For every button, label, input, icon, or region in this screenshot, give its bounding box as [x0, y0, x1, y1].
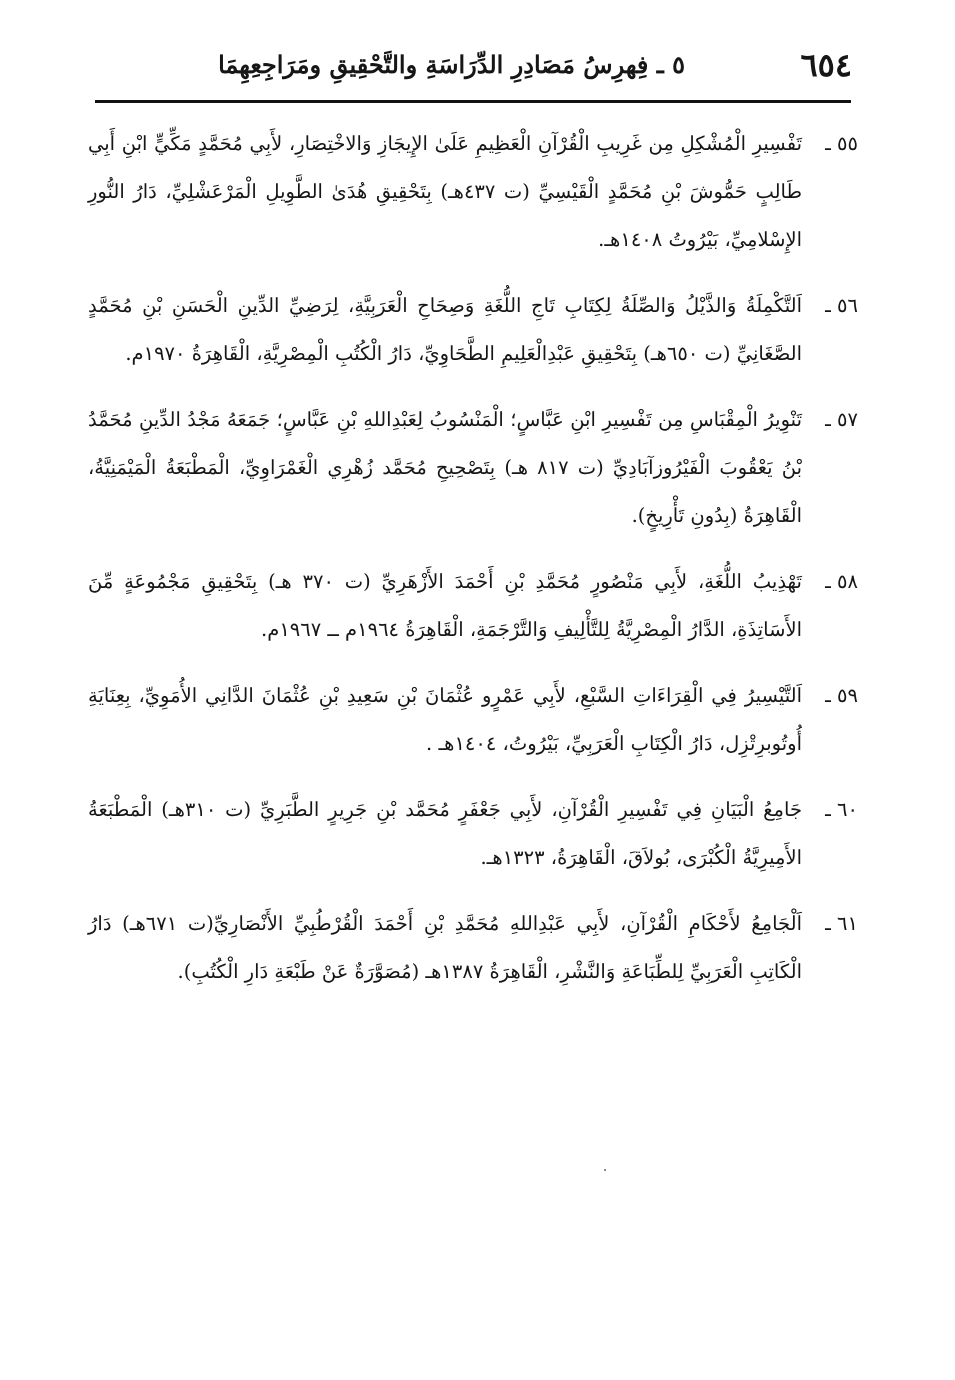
entry-text: تَهْذِيبُ اللُّغَةِ، لأَبِي مَنْصُورٍ مُحَمَّدِ بْنِ أَحْمَدَ الأَزْهَرِيِّ (ت ٣٧٠ هـ) بِتَحْقِيقِ مَجْمُوعَةٍ مِّنَ الأَسَاتِذَةِ، الدَّارُ الْمِصْرِيَّةُ لِلتَّأْلِيفِ وَالتَّرْجَمَةِ، الْقَاهِرَةُ ١٩٦٤م ــ ١٩٦٧م. [88, 570, 802, 641]
entry-text: جَامِعُ الْبَيَانِ فِي تَفْسِيرِ الْقُرْآنِ، لأَبِي جَعْفَرٍ مُحَمَّد بْنِ جَرِيرٍ الطَّبَرِيِّ (ت ٣١٠هـ) الْمَطْبَعَةُ الأَمِيرِيَّةُ الْكُبْرَى، بُولاَقَ، الْقَاهِرَةُ، ١٣٢٣هـ. [88, 798, 802, 869]
entry-number: ٦٠ ـ [825, 798, 858, 821]
entry-text: اَلْجَامِعُ لأَحْكَامِ الْقُرْآنِ، لأَبِي عَبْدِاللهِ مُحَمَّدِ بْنِ أَحْمَدَ الْقُرْطُبِيِّ الأَنْصَارِيِّ(ت ٦٧١هـ) دَارُ الْكَاتِبِ الْعَرَبِيِّ لِلطِّبَاعَةِ وَالنَّشْرِ، الْقَاهِرَةُ ١٣٨٧هـ (مُصَوَّرَةٌ عَنْ طَبْعَةِ دَارِ الْكُتُبِ). [88, 912, 802, 983]
entry-text: تَنْوِيرُ الْمِقْبَاسِ مِن تَفْسِيرِ ابْنِ عَبَّاسٍ؛ الْمَنْسُوبُ لِعَبْدِاللهِ بْنِ عَبَّاسٍ؛ جَمَعَهُ مَجْدُ الدِّينِ مُحَمَّدُ بْنُ يَعْقُوبَ الْفَيْرُوزآبَادِيِّ (ت ٨١٧ هـ) بِتَصْحِيحِ مُحَمَّد زُهْرِي الْغَمْرَاوِيِّ، الْمَطْبَعَةُ الْمَيْمَنِيَّةُ، الْقَاهِرَةُ (بِدُونِ تَأْرِيخٍ). [88, 408, 802, 527]
print-speck [604, 1169, 606, 1171]
bibliography-entry-58 [88, 558, 858, 654]
entry-number: ٥٩ ـ [825, 684, 858, 707]
bibliography-entry-55 [88, 120, 858, 264]
bibliography-entry-57 [88, 396, 858, 540]
page-number: ٦٥٤ [800, 46, 852, 84]
bibliography-entry-56 [88, 282, 858, 378]
bibliography-entry-60 [88, 786, 858, 882]
bibliography-entry-61 [88, 900, 858, 996]
bibliography-entry-59 [88, 672, 858, 768]
entry-number: ٦١ ـ [825, 912, 858, 935]
entry-number: ٥٧ ـ [825, 408, 858, 431]
running-title: ٥ ـ فِهرِسُ مَصَادِرِ الدِّرَاسَةِ والتَّحْقِيقِ ومَرَاجِعِهِمَا [218, 50, 685, 79]
entry-text: اَلتَّيْسِيرُ فِي الْقِرَاءَاتِ السَّبْعِ، لأَبِي عَمْرٍو عُثْمَانَ بْنِ سَعِيدِ بْنِ عُثْمَانَ الدَّانِي الأُمَوِيِّ، بِعِنَايَةِ أُوتُوبرِتْزِل، دَارُ الْكِتَابِ الْعَرَبِيِّ، بَيْرُوتُ، ١٤٠٤هـ . [88, 684, 802, 755]
bibliography-list [88, 120, 858, 1014]
page-header [95, 40, 860, 98]
entry-text: تَفْسِيرِ الْمُشْكِلِ مِن غَرِيبِ الْقُرْآنِ الْعَظِيمِ عَلَىٰ الإِيجَازِ وَالاخْتِصَارِ، لأَبِي مُحَمَّدٍ مَكِّيٍّ ابْنِ أَبِي طَالِبٍ حَمُّوشَ بْنِ مُحَمَّدٍ الْقَيْسِيِّ (ت ٤٣٧هـ) بِتَحْقِيقِ هُدَىٰ الطَّوِيلِ الْمَرْعَشْلِيِّ، دَارُ النُّورِ الإِسْلامِيِّ، بَيْرُوتُ ١٤٠٨هـ. [88, 132, 802, 251]
entry-text: اَلتَّكْمِلَةُ وَالذَّيْلُ وَالصِّلَةُ لِكِتَابِ تَاجِ اللُّغَةِ وَصِحَاحِ الْعَرَبِيَّةِ، لِرَضِيِّ الدِّينِ الْحَسَنِ بْنِ مُحَمَّدٍ الصَّغَانِيِّ (ت ٦٥٠هـ) بِتَحْقِيقِ عَبْدِالْعَلِيمِ الطَّحَاوِيِّ، دَارُ الْكُتُبِ الْمِصْرِيَّةِ، الْقَاهِرَةُ ١٩٧٠م. [88, 294, 802, 365]
entry-number: ٥٨ ـ [825, 570, 858, 593]
entry-number: ٥٦ ـ [825, 294, 858, 317]
entry-number: ٥٥ ـ [825, 132, 858, 155]
header-rule [95, 100, 851, 103]
